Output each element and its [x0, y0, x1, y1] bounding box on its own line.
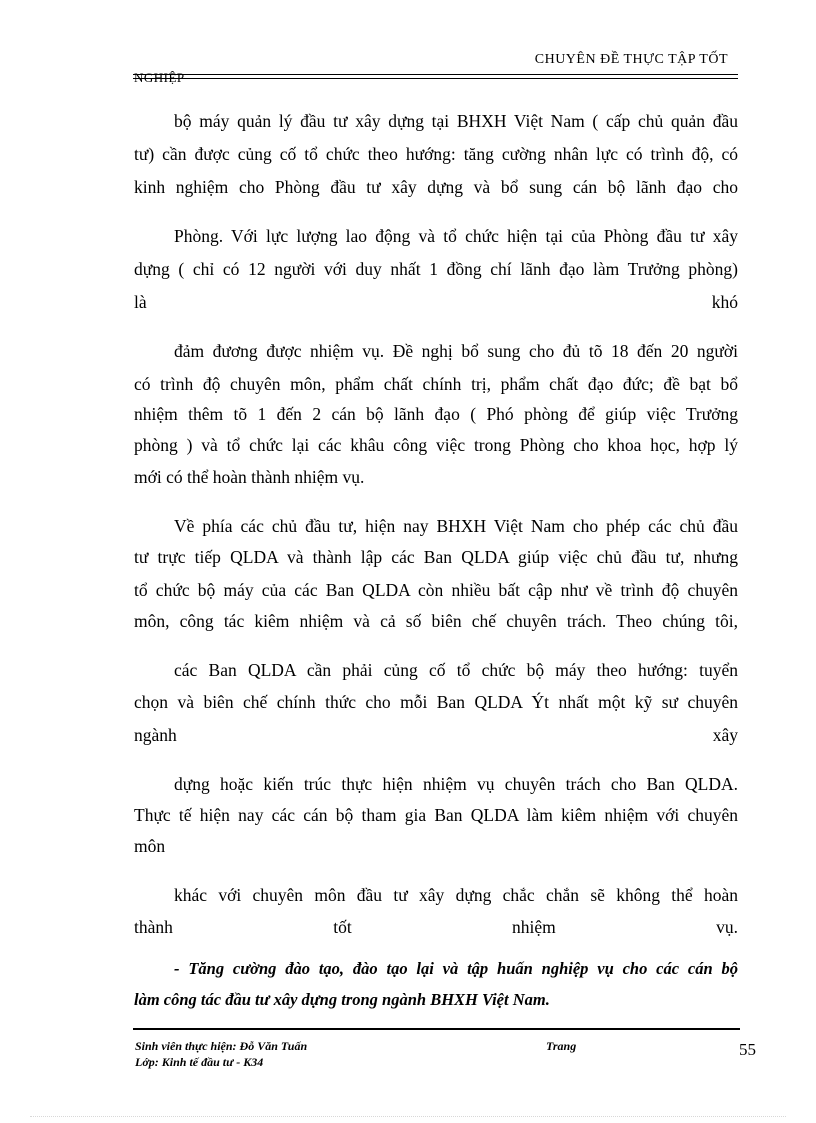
header-title: CHUYÊN ĐỀ THỰC TẬP TỐT [534, 52, 728, 67]
header-title-continued: NGHIỆP [134, 70, 185, 85]
footer-student: Sinh viên thực hiện: Đỗ Văn Tuấn [135, 1039, 308, 1053]
text-line: Phòng. Với lực lượng lao động và tổ chức hiện tại của Phòng đầu tư xây [174, 226, 738, 246]
text-line: Thực tế hiện nay các cán bộ tham gia Ban QLDA làm kiêm nhiệm với chuyên [134, 805, 738, 825]
text-line: dựng hoặc kiến trúc thực hiện nhiệm vụ chuyên trách cho Ban QLDA. [174, 774, 738, 794]
text-line-emphasis: - Tăng cường đào tạo, đào tạo lại và tập huấn nghiệp vụ cho các cán bộ [174, 959, 738, 978]
page-edge-dots [30, 1116, 786, 1123]
footer-class: Lớp: Kinh tế đầu tư - K34 [135, 1055, 264, 1069]
text-line: thành tốt nhiệm vụ. [134, 917, 738, 937]
text-line: khác với chuyên môn đầu tư xây dựng chắc chắn sẽ không thể hoàn [174, 885, 738, 905]
text-line: đảm đương được nhiệm vụ. Đề nghị bổ sung cho đủ tõ 18 đến 20 người [174, 341, 738, 361]
text-line: mới có thể hoàn thành nhiệm vụ. [134, 467, 365, 487]
text-line: chọn và biên chế chính thức cho mỗi Ban QLDA Ýt nhất một kỹ sư chuyên [134, 692, 738, 712]
text-line: nhiệm thêm tõ 1 đến 2 cán bộ lãnh đạo ( Phó phòng để giúp việc Trưởng [134, 404, 738, 424]
text-line-emphasis: làm công tác đầu tư xây dựng trong ngành BHXH Việt Nam. [134, 990, 550, 1009]
text-line: tổ chức bộ máy của các Ban QLDA còn nhiều bất cập như về trình độ chuyên [134, 580, 738, 600]
text-line: dựng ( chỉ có 12 người với duy nhất 1 đồng chí lãnh đạo làm Trưởng phòng) [134, 259, 738, 279]
text-line: ngành xây [134, 725, 738, 745]
text-line: kinh nghiệm cho Phòng đầu tư xây dựng và bổ sung cán bộ lãnh đạo cho [134, 177, 738, 197]
text-line: Về phía các chủ đầu tư, hiện nay BHXH Việt Nam cho phép các chủ đầu [174, 516, 738, 536]
text-line: có trình độ chuyên môn, phẩm chất chính trị, phẩm chất đạo đức; đề bạt bổ [134, 374, 738, 394]
header-rule [133, 74, 738, 75]
header-rule-double [133, 78, 738, 79]
text-line: là khó [134, 292, 738, 312]
text-line: tư) cần được củng cố tổ chức theo hướng: tăng cường nhân lực có trình độ, có [134, 144, 738, 164]
text-line: tư trực tiếp QLDA và thành lập các Ban QLDA giúp việc chủ đầu tư, nhưng [134, 547, 738, 567]
footer-page-label: Trang [546, 1039, 577, 1053]
text-line: môn, công tác kiêm nhiệm và cả số biên chế chuyên trách. Theo chúng tôi, [134, 611, 738, 631]
text-line: các Ban QLDA cần phải củng cố tổ chức bộ máy theo hướng: tuyển [174, 660, 738, 680]
text-line: bộ máy quản lý đầu tư xây dựng tại BHXH Việt Nam ( cấp chủ quản đầu [174, 111, 738, 131]
text-line: môn [134, 836, 166, 856]
footer-rule [133, 1028, 740, 1030]
text-line: phòng ) và tổ chức lại các khâu công việc trong Phòng cho khoa học, hợp lý [134, 435, 738, 455]
page-number: 55 [739, 1040, 756, 1059]
